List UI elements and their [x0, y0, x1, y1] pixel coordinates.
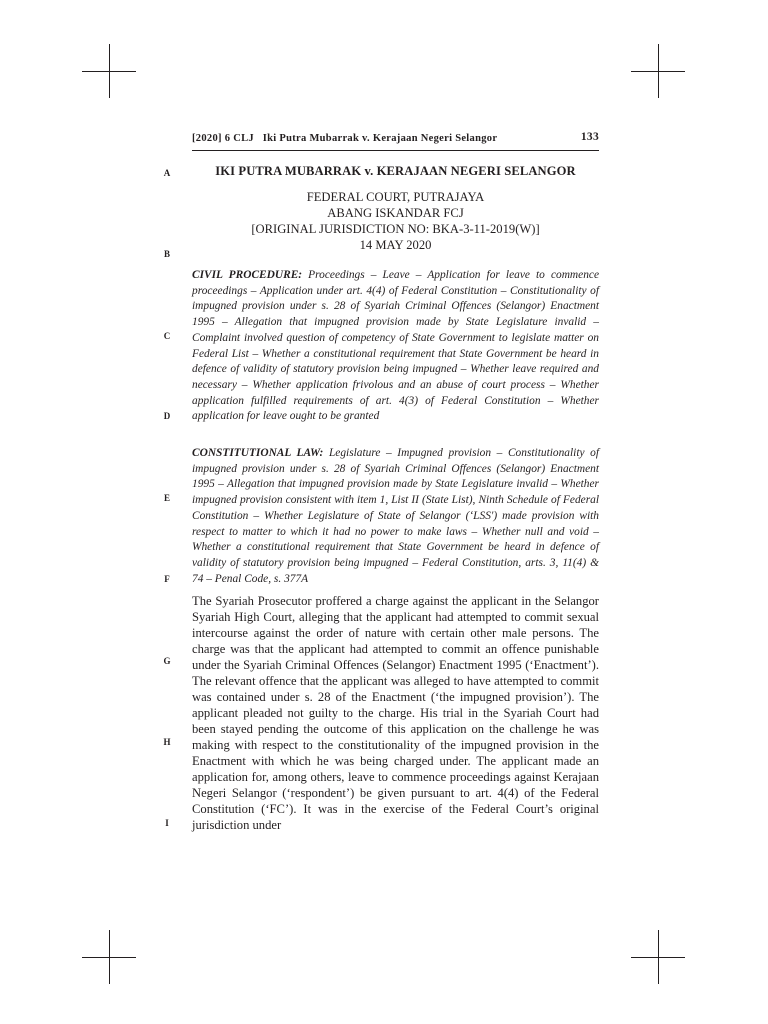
case-title: IKI PUTRA MUBARRAK v. KERAJAAN NEGERI SELANGOR	[215, 164, 576, 178]
margin-marker-g: G	[163, 656, 171, 666]
judge-name: ABANG ISKANDAR FCJ	[327, 206, 464, 220]
jurisdiction-number: [ORIGINAL JURISDICTION NO: BKA-3-11-2019(W)]	[251, 222, 540, 236]
margin-marker-a: A	[163, 168, 171, 178]
court-info	[192, 189, 599, 253]
catchword-constitutional-law	[192, 446, 599, 587]
margin-marker-h: H	[163, 737, 171, 747]
margin-marker-f: F	[164, 574, 170, 584]
margin-marker-e: E	[163, 493, 170, 503]
court-name: FEDERAL COURT, PUTRAJAYA	[306, 190, 485, 204]
margin-marker-i: I	[165, 818, 169, 828]
margin-marker-d: D	[163, 411, 171, 421]
decision-date: 14 MAY 2020	[359, 238, 432, 252]
catchword-text: Legislature – Impugned provision – Constitutionality of impugned provision under s. 28 of Syariah Criminal Offences (Selangor) Enactment 1995 – Allegation that impugned provision made by State Legislature invalid – Whether impugned provision consistent with item 1, List II (State List), Ninth Schedule of Federal Constitution – Whether Legislature of State of Selangor (‘LSS') made provision with respect to matter to which it had no power to make laws – Whether null and void – Whether a constitutional requirement that State Government be heard in defence of validity of statutory provision being impugned – Federal Constitution, arts. 3, 11(4) & 74 – Penal Code, s. 377A	[192, 447, 599, 585]
headnote-paragraph: The Syariah Prosecutor proffered a charge against the applicant in the Selangor Syariah High Court, alleging that the applicant had attempted to commit sexual intercourse against the order of nature with certain other male persons. The charge was that the applicant had attempted to commit an offence punishable under the Syariah Criminal Offences (Selangor) Enactment 1995 (‘Enactment’). The relevant offence that the applicant was alleged to have attempted to commit was contained under s. 28 of the Enactment (‘the impugned provision’). The applicant pleaded not guilty to the charge. His trial in the Syariah Court had been stayed pending the outcome of this application on the challenge he was making with respect to the constitutionality of the impugned provision in the Enactment with which he was being charged under. The applicant made an application for, among others, leave to commence proceedings against Kerajaan Negeri Selangor (‘respondent’) be given pursuant to art. 4(4) of the Federal Constitution (‘FC’). It was in the exercise of the Federal Court’s original jurisdiction under	[192, 594, 599, 832]
margin-marker-b: B	[163, 249, 170, 259]
catchword-heading: CIVIL PROCEDURE:	[192, 269, 303, 281]
margin-marker-c: C	[163, 331, 171, 341]
catchword-heading: CONSTITUTIONAL LAW:	[192, 447, 324, 459]
running-head-text: [2020] 6 CLJ Iki Putra Mubarrak v. Kerajaan Negeri Selangor	[192, 133, 498, 144]
running-header	[192, 131, 599, 149]
catchword-text: Proceedings – Leave – Application for leave to commence proceedings – Application under art. 4(4) of Federal Constitution – Constitutionality of impugned provision under s. 28 of Syariah Criminal Offences (Selangor) Enactment 1995 – Allegation that impugned provision made by State Legislature invalid – Complaint involved question of competency of State Government to legislate matter on Federal List – Whether a constitutional requirement that State Government be heard in defence of validity of statutory provision being impugned – Whether leave required and necessary – Whether application frivolous and an abuse of court process – Whether application fulfilled requirements of art. 4(3) of Federal Constitution – Whether application for leave ought to be granted	[192, 269, 600, 423]
page-number: 133	[580, 131, 599, 143]
header-rule	[192, 150, 599, 151]
catchword-civil-procedure	[192, 268, 599, 425]
